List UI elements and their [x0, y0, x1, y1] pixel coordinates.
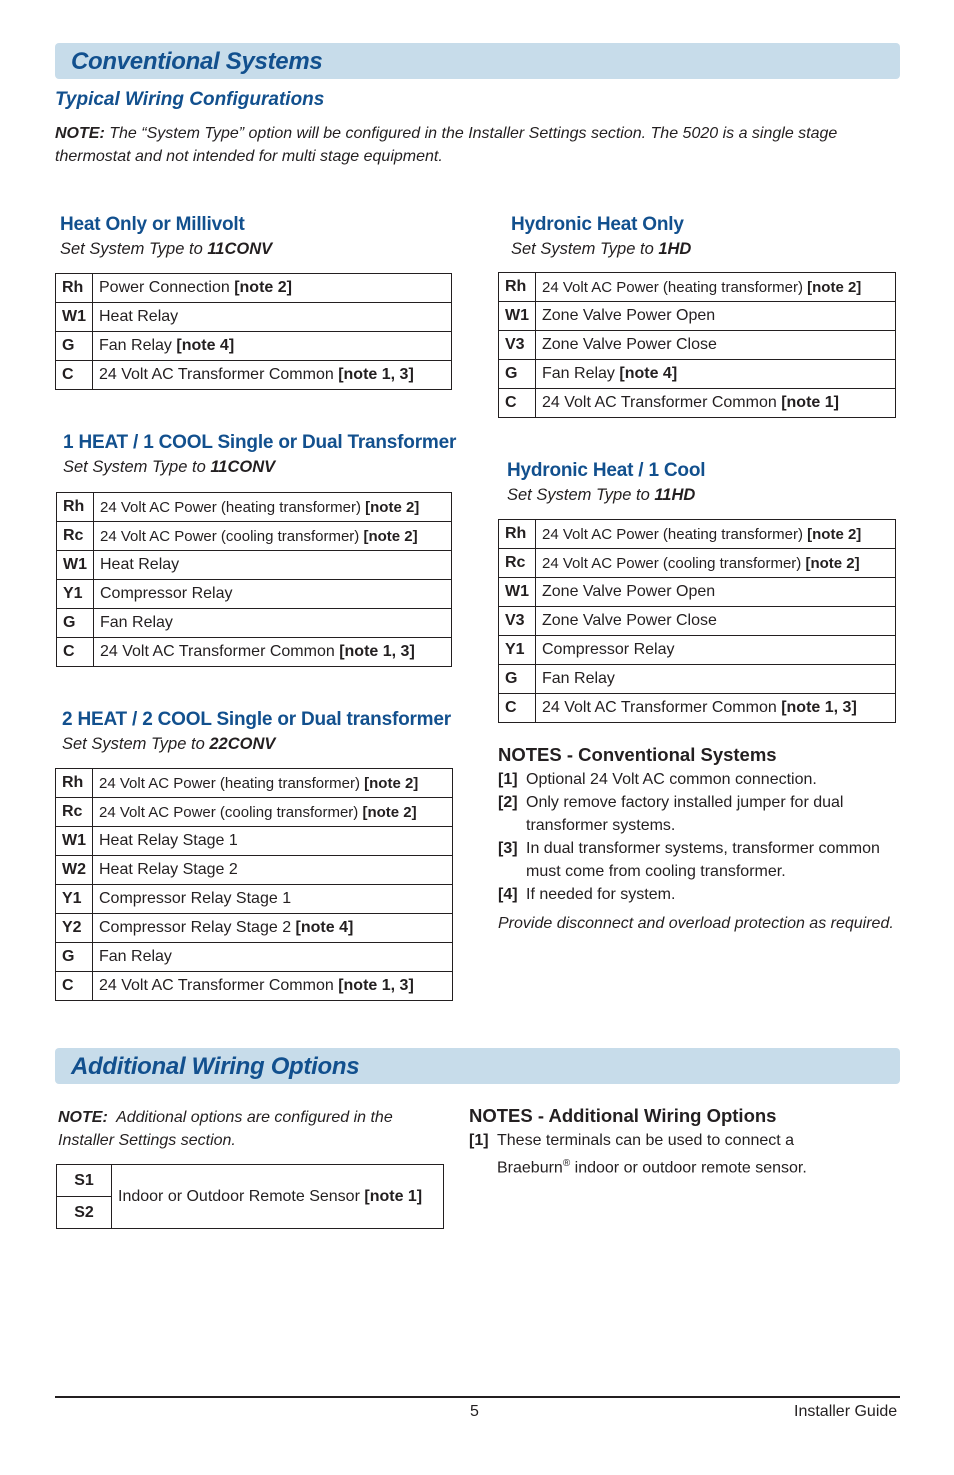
notes-heading: NOTES - Conventional Systems: [498, 744, 777, 765]
heat-only-section: [60, 214, 272, 259]
terminal-key: W1: [499, 578, 536, 607]
terminal-row: [57, 638, 452, 667]
terminal-desc: Heat Relay Stage 2: [93, 856, 453, 885]
sensor-table: [56, 1164, 444, 1229]
terminal-key: S1: [57, 1165, 112, 1197]
terminal-key: Rh: [499, 273, 536, 302]
note-item: [3] In dual transformer systems, transformer common must come from cooling transformer.: [498, 840, 880, 880]
terminal-desc: Heat Relay: [94, 551, 452, 580]
terminal-key: G: [499, 360, 536, 389]
one-heat-one-cool-section: [63, 432, 456, 477]
terminal-key: W1: [56, 827, 93, 856]
terminal-key: W1: [499, 302, 536, 331]
terminal-key: G: [57, 609, 94, 638]
terminal-row: [57, 551, 452, 580]
hydronic-heat-only-table: [498, 272, 896, 418]
terminal-desc: Zone Valve Power Close: [536, 331, 896, 360]
note-item: [1] These terminals can be used to connect a Braeburn® indoor or outdoor remote sensor.: [469, 1132, 807, 1177]
terminal-desc: 24 Volt AC Power (cooling transformer) [note 2]: [93, 798, 453, 827]
terminal-desc: 24 Volt AC Transformer Common [note 1]: [536, 389, 896, 418]
terminal-key: C: [499, 694, 536, 723]
terminal-key: C: [56, 972, 93, 1001]
terminal-key: Y1: [57, 580, 94, 609]
two-heat-two-cool-section: [62, 709, 451, 754]
protection-note: Provide disconnect and overload protection as required.: [498, 915, 894, 932]
additional-wiring-title: Additional Wiring Options: [71, 1053, 360, 1080]
additional-wiring-banner: [55, 1048, 900, 1084]
terminal-desc: Zone Valve Power Close: [536, 607, 896, 636]
terminal-row: [499, 694, 896, 723]
section-title: 1 HEAT / 1 COOL Single or Dual Transformer: [63, 432, 457, 453]
terminal-row: [56, 856, 453, 885]
terminal-row: [56, 827, 453, 856]
terminal-desc: 24 Volt AC Power (heating transformer) [note 2]: [93, 769, 453, 798]
section-title: Hydronic Heat / 1 Cool: [507, 460, 706, 481]
additional-note: [58, 1106, 428, 1152]
terminal-key: Rh: [56, 274, 93, 303]
terminal-row: [499, 331, 896, 360]
note-label: NOTE:: [55, 125, 105, 142]
note-label: NOTE:: [58, 1109, 108, 1126]
terminal-key: C: [57, 638, 94, 667]
terminal-key: Y2: [56, 914, 93, 943]
system-type-line: Set System Type to 11HD: [507, 486, 696, 504]
conventional-systems-title: Conventional Systems: [71, 48, 323, 75]
terminal-key: Rc: [56, 798, 93, 827]
terminal-row: [57, 580, 452, 609]
typical-wiring-subtitle: Typical Wiring Configurations: [55, 89, 325, 110]
note-item: [1] Optional 24 Volt AC common connection.: [498, 771, 817, 788]
terminal-desc: Fan Relay: [93, 943, 453, 972]
section-title: 2 HEAT / 2 COOL Single or Dual transformer: [62, 709, 451, 730]
terminal-desc: Heat Relay Stage 1: [93, 827, 453, 856]
terminal-row: [499, 273, 896, 302]
terminal-key: G: [56, 943, 93, 972]
terminal-desc: Fan Relay: [536, 665, 896, 694]
terminal-desc: 24 Volt AC Transformer Common [note 1, 3]: [536, 694, 896, 723]
terminal-key: C: [56, 361, 93, 390]
terminal-desc: Fan Relay [note 4]: [93, 332, 452, 361]
terminal-key: W2: [56, 856, 93, 885]
system-type-line: Set System Type to 1HD: [511, 240, 692, 258]
terminal-key: W1: [56, 303, 93, 332]
terminal-row: [56, 914, 453, 943]
terminal-desc: 24 Volt AC Power (heating transformer) [note 2]: [536, 273, 896, 302]
page-number: 5: [470, 1403, 479, 1420]
section-title: Hydronic Heat Only: [511, 214, 684, 235]
terminal-desc: Heat Relay: [93, 303, 452, 332]
system-type-line: Set System Type to 11CONV: [63, 458, 276, 476]
hydronic-heat-only-section: [511, 214, 691, 259]
terminal-desc: Indoor or Outdoor Remote Sensor [note 1]: [112, 1165, 444, 1229]
terminal-key: G: [499, 665, 536, 694]
terminal-key: V3: [499, 607, 536, 636]
terminal-desc: Compressor Relay: [94, 580, 452, 609]
terminal-desc: 24 Volt AC Power (cooling transformer) [note 2]: [94, 522, 452, 551]
terminal-desc: 24 Volt AC Transformer Common [note 1, 3]: [94, 638, 452, 667]
terminal-key: V3: [499, 331, 536, 360]
terminal-desc: 24 Volt AC Power (heating transformer) [note 2]: [94, 493, 452, 522]
terminal-row: [56, 303, 452, 332]
conventional-note: [55, 122, 895, 168]
terminal-row: [499, 360, 896, 389]
terminal-desc: 24 Volt AC Transformer Common [note 1, 3]: [93, 361, 452, 390]
terminal-row: [56, 972, 453, 1001]
terminal-desc: 24 Volt AC Power (heating transformer) [note 2]: [536, 520, 896, 549]
terminal-row: [57, 609, 452, 638]
guide-title: Installer Guide: [794, 1403, 898, 1420]
terminal-desc: 24 Volt AC Power (cooling transformer) [note 2]: [536, 549, 896, 578]
terminal-key: Rc: [499, 549, 536, 578]
terminal-key: Rh: [57, 493, 94, 522]
note-item: [2] Only remove factory installed jumper for dual transformer systems.: [498, 794, 844, 834]
terminal-row: [499, 302, 896, 331]
terminal-desc: Compressor Relay Stage 2 [note 4]: [93, 914, 453, 943]
terminal-row: [499, 520, 896, 549]
heat-only-table: [55, 273, 452, 390]
notes-conventional: [498, 743, 918, 935]
terminal-desc: Zone Valve Power Open: [536, 578, 896, 607]
note-text: Additional options are configured in the Installer Settings section.: [58, 1109, 398, 1149]
terminal-row: [56, 798, 453, 827]
terminal-desc: Fan Relay: [94, 609, 452, 638]
section-title: Heat Only or Millivolt: [60, 214, 245, 235]
two-heat-two-cool-table: [55, 768, 453, 1001]
terminal-row: [499, 389, 896, 418]
note-item: [4] If needed for system.: [498, 886, 676, 903]
terminal-key: S2: [57, 1197, 112, 1229]
terminal-key: Y1: [499, 636, 536, 665]
footer-rule: [55, 1396, 900, 1398]
terminal-desc: 24 Volt AC Transformer Common [note 1, 3]: [93, 972, 453, 1001]
conventional-systems-banner: [55, 43, 900, 79]
terminal-key: G: [56, 332, 93, 361]
note-text: The “System Type” option will be configured in the Installer Settings section. The 5020 is a single stage thermostat and not intended for multi stage equipment.: [55, 125, 838, 165]
terminal-desc: Zone Valve Power Open: [536, 302, 896, 331]
terminal-row: [499, 665, 896, 694]
terminal-row: [499, 549, 896, 578]
terminal-row: [56, 885, 453, 914]
terminal-desc: Fan Relay [note 4]: [536, 360, 896, 389]
terminal-key: C: [499, 389, 536, 418]
terminal-row: [57, 522, 452, 551]
system-type-line: Set System Type to 22CONV: [62, 735, 276, 753]
terminal-row: [56, 361, 452, 390]
terminal-desc: Power Connection [note 2]: [93, 274, 452, 303]
terminal-row: [56, 332, 452, 361]
terminal-key: Rh: [499, 520, 536, 549]
terminal-key: Y1: [56, 885, 93, 914]
notes-heading: NOTES - Additional Wiring Options: [469, 1105, 777, 1126]
terminal-row: [499, 607, 896, 636]
hydronic-heat-cool-section: [507, 460, 705, 505]
terminal-row: [57, 493, 452, 522]
terminal-desc: Compressor Relay Stage 1: [93, 885, 453, 914]
notes-additional: [469, 1104, 849, 1179]
terminal-desc: Compressor Relay: [536, 636, 896, 665]
terminal-row: [56, 943, 453, 972]
terminal-row: [499, 578, 896, 607]
terminal-row: [56, 274, 452, 303]
terminal-key: W1: [57, 551, 94, 580]
terminal-row: [499, 636, 896, 665]
terminal-key: Rh: [56, 769, 93, 798]
one-heat-one-cool-table: [56, 492, 452, 667]
hydronic-heat-cool-table: [498, 519, 896, 723]
system-type-line: Set System Type to 11CONV: [60, 240, 273, 258]
terminal-row: [56, 769, 453, 798]
terminal-key: Rc: [57, 522, 94, 551]
